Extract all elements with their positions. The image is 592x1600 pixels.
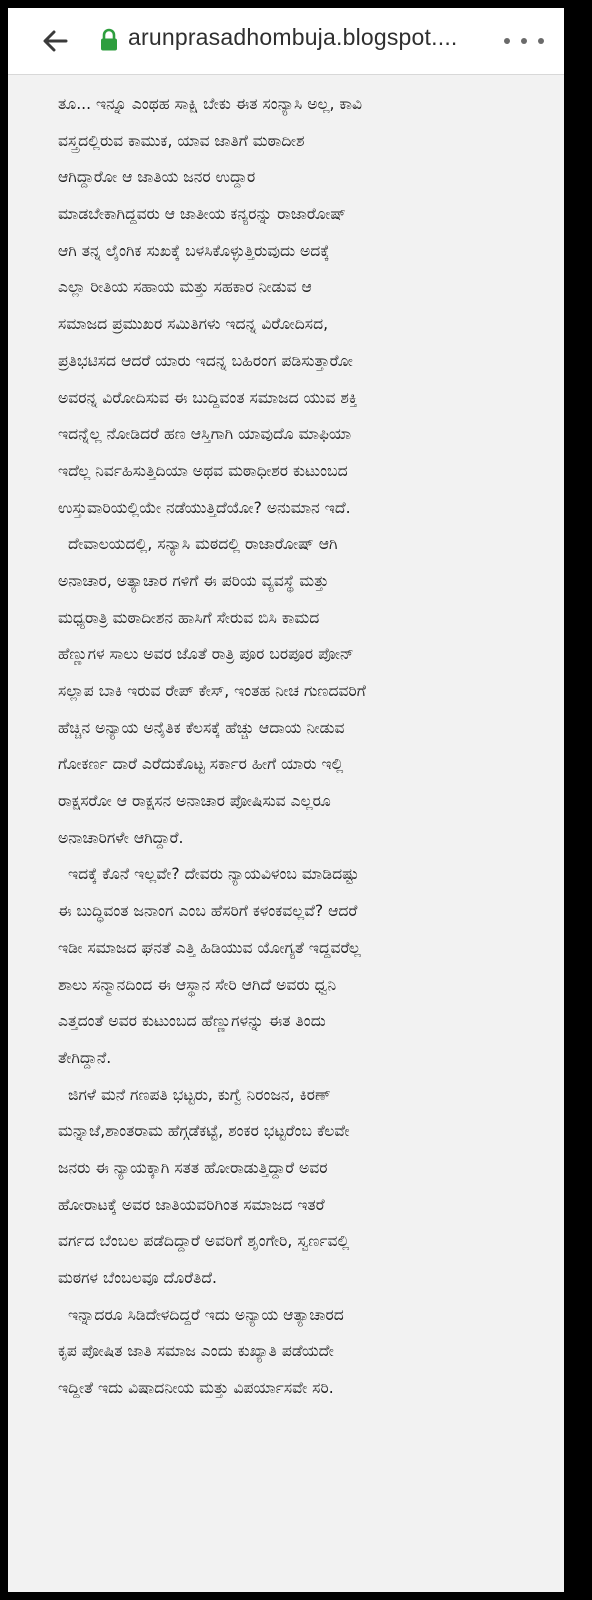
article-line: ರಾಕ್ಷಸರೋ ಆ ರಾಕ್ಷಸನ ಅನಾಚಾರ ಪೋಷಿಸುವ ಎಲ್ಲರೂ <box>58 792 331 811</box>
article-line: ಇನ್ನಾದರೂ ಸಿಡಿದೇಳದಿದ್ದರೆ ಇದು ಅನ್ಯಾಯ ಆತ್ಯಾಚಾರದ <box>68 1305 344 1324</box>
article-line: ಮಧ್ಯರಾತ್ರಿ ಮಠಾದೀಶನ ಹಾಸಿಗೆ ಸೇರುವ ಬಿಸಿ ಕಾಮದ <box>58 608 320 627</box>
url-text[interactable] <box>128 24 458 51</box>
back-arrow-icon <box>42 30 68 52</box>
article-line: ಇದೆಲ್ಲ ನಿರ್ವಹಿಸುತ್ತಿದಿಯಾ ಅಥವ ಮಠಾಧೀಶರ ಕುಟುಂಬದ <box>58 461 348 480</box>
more-vert-icon-dot <box>538 38 544 44</box>
article-line: ಜಿಗಳೆ ಮನೆ ಗಣಪತಿ ಭಟ್ಟರು, ಕುಗ್ವೆ ನಿರಂಜನ, ಕಿರಣ್ <box>68 1085 331 1104</box>
browser-window <box>8 8 564 1592</box>
article-line: ಉಸ್ತುವಾರಿಯಲ್ಲಿಯೇ ನಡೆಯುತ್ತಿದೆಯೋ? ಅನುಮಾನ ಇದೆ. <box>58 498 351 517</box>
more-options-button[interactable] <box>504 28 544 54</box>
article-line: ಶಾಲು ಸನ್ಮಾನದಿಂದ ಈ ಆಸ್ಥಾನ ಸೇರಿ ಆಗಿದೆ ಅವರು ಧ್ವನಿ <box>58 975 337 994</box>
article-line: ಮನ್ನಾಜೆ,ಶಾಂತರಾಮ ಹೆಗ್ಗಡೆಕಟ್ಟೆ, ಶಂಕರ ಭಟ್ಟರೆಂಬ ಕೆಲವೇ <box>58 1122 350 1141</box>
address-bar <box>8 8 564 75</box>
article-line: ಹೆಣ್ಣುಗಳ ಸಾಲು ಅವರ ಜೊತೆ ರಾತ್ರಿ ಪೂರ ಬರಪೂರ ಪೋನ್ <box>58 645 354 664</box>
article-line: ಸಲ್ಲಾಪ ಬಾಕಿ ಇರುವ ರೇಪ್ ಕೇಸ್, ಇಂತಹ ನೀಚ ಗುಣದವರಿಗೆ <box>58 682 366 700</box>
article-body <box>58 86 528 1407</box>
article-line: ಕೃಪ ಪೋಷಿತ ಜಾತಿ ಸಮಾಜ ಎಂದು ಕುಖ್ಯಾತಿ ಪಡೆಯದೇ <box>58 1342 334 1361</box>
article-line: ದೇವಾಲಯದಲ್ಲಿ, ಸನ್ಯಾಸಿ ಮಠದಲ್ಲಿ ರಾಜಾರೋಷ್ ಆಗಿ <box>68 535 338 554</box>
article-line: ಮಠಗಳ ಬೆಂಬಲವೂ ದೊರೆತಿದೆ. <box>58 1269 217 1287</box>
article-line: ಎತ್ತದಂತೆ ಅವರ ಕುಟುಂಬದ ಹೆಣ್ಣುಗಳನ್ನು ಈತ ತಿಂದು <box>58 1012 326 1031</box>
url-host: arunprasadhombuja.blogspot.... <box>128 24 458 50</box>
article-line: ಹೆಚ್ಚಿನ ಅನ್ಯಾಯ ಅನೈತಿಕ ಕೆಲಸಕ್ಕೆ ಹೆಚ್ಚು ಆದಾಯ ನೀಡುವ <box>58 718 345 737</box>
article-line: ಸಮಾಜದ ಪ್ರಮುಖರ ಸಮಿತಿಗಳು ಇದನ್ನ ವಿರೋದಿಸದ, <box>58 315 329 334</box>
more-vert-icon-dot <box>521 38 527 44</box>
more-vert-icon <box>504 38 510 44</box>
article-line: ತೂ... ಇನ್ನೂ ಎಂಥಹ ಸಾಕ್ಷಿ ಬೇಕು ಈತ ಸಂನ್ಯಾಸಿ ಅಲ್ಲ, ಕಾವಿ <box>58 95 363 113</box>
article-line: ಇದ್ದೀತೆ ಇದು ವಿಷಾದನೀಯ ಮತ್ತು ವಿಪರ್ಯಾಸವೇ ಸರಿ. <box>58 1379 334 1398</box>
article-line: ವರ್ಗದ ಬೆಂಬಲ ಪಡೆದಿದ್ದಾರೆ ಅವರಿಗೆ ಶೃಂಗೇರಿ, ಸ್ವರ್ಣವಲ್ಲಿ <box>58 1232 350 1251</box>
article-line: ಹೋರಾಟಕ್ಕೆ ಅವರ ಜಾತಿಯವರಿಗಿಂತ ಸಮಾಜದ ಇತರೆ <box>58 1195 325 1214</box>
article-line: ಎಲ್ಲಾ ರೀತಿಯ ಸಹಾಯ ಮತ್ತು ಸಹಕಾರ ನೀಡುವ ಆ <box>58 278 312 297</box>
article-line: ಇದನ್ನೆಲ್ಲ ನೋಡಿದರೆ ಹಣ ಆಸ್ತಿಗಾಗಿ ಯಾವುದೊ ಮಾಫಿಯಾ <box>58 425 352 444</box>
article-line: ಜನರು ಈ ನ್ಯಾಯಕ್ಕಾಗಿ ಸತತ ಹೋರಾಡುತ್ತಿದ್ದಾರೆ ಅವರ <box>58 1158 328 1177</box>
article-line: ಆಗಿ ತನ್ನ ಲೈಂಗಿಕ ಸುಖಕ್ಕೆ ಬಳಸಿಕೊಳ್ಳುತ್ತಿರುವುದು ಅದಕ್ಕೆ <box>58 241 330 260</box>
article-line: ಅನಾಚಾರಿಗಳೇ ಆಗಿದ್ದಾರೆ. <box>58 828 184 847</box>
article-line: ಮಾಡಬೇಕಾಗಿದ್ದವರು ಆ ಜಾತೀಯ ಕನ್ಯರನ್ನು ರಾಜಾರೋಷ್ <box>58 205 346 224</box>
article-line: ಅನಾಚಾರ, ಅತ್ಯಾಚಾರ ಗಳಿಗೆ ಈ ಪರಿಯ ವ್ಯವಸ್ಥೆ ಮತ್ತು <box>58 571 329 590</box>
article-line: ಇಡೀ ಸಮಾಜದ ಘನತೆ ಎತ್ತಿ ಹಿಡಿಯುವ ಯೋಗ್ಯತೆ ಇದ್ದವರೆಲ್ಲ <box>58 938 361 957</box>
lock-icon <box>98 28 120 52</box>
back-button[interactable] <box>40 26 70 56</box>
article-line: ಈ ಬುದ್ಧಿವಂತ ಜನಾಂಗ ಎಂಬ ಹೆಸರಿಗೆ ಕಳಂಕವಲ್ಲವೆ? ಆದರೆ <box>58 902 358 921</box>
article-line: ವಸ್ತ್ರದಲ್ಲಿರುವ ಕಾಮುಕ, ಯಾವ ಜಾತಿಗೆ ಮಠಾದೀಶ <box>58 131 305 150</box>
article-line: ಇದಕ್ಕೆ ಕೊನೆ ಇಲ್ಲವೇ? ದೇವರು ನ್ಯಾಯವಿಳಂಬ ಮಾಡಿದಷ್ಟು <box>68 865 359 884</box>
article-line: ಅವರನ್ನ ವಿರೋದಿಸುವ ಈ ಬುದ್ದಿವಂತ ಸಮಾಜದ ಯುವ ಶಕ್ತಿ <box>58 388 358 407</box>
article-line: ಆಗಿದ್ದಾರೋ ಆ ಜಾತಿಯ ಜನರ ಉದ್ದಾರ <box>58 168 256 187</box>
article-line: ಪ್ರತಿಭಟಿಸದ ಆದರೆ ಯಾರು ಇದನ್ನ ಬಹಿರಂಗ ಪಡಿಸುತ್ತಾರೋ <box>58 351 353 370</box>
article-line: ತೇಗಿದ್ದಾನೆ. <box>58 1048 112 1067</box>
article-line: ಗೋಕರ್ಣ ದಾರೆ ಎರೆದುಕೊಟ್ಟ ಸರ್ಕಾರ ಹೀಗೆ ಯಾರು ಇಲ್ಲಿ <box>58 755 344 774</box>
